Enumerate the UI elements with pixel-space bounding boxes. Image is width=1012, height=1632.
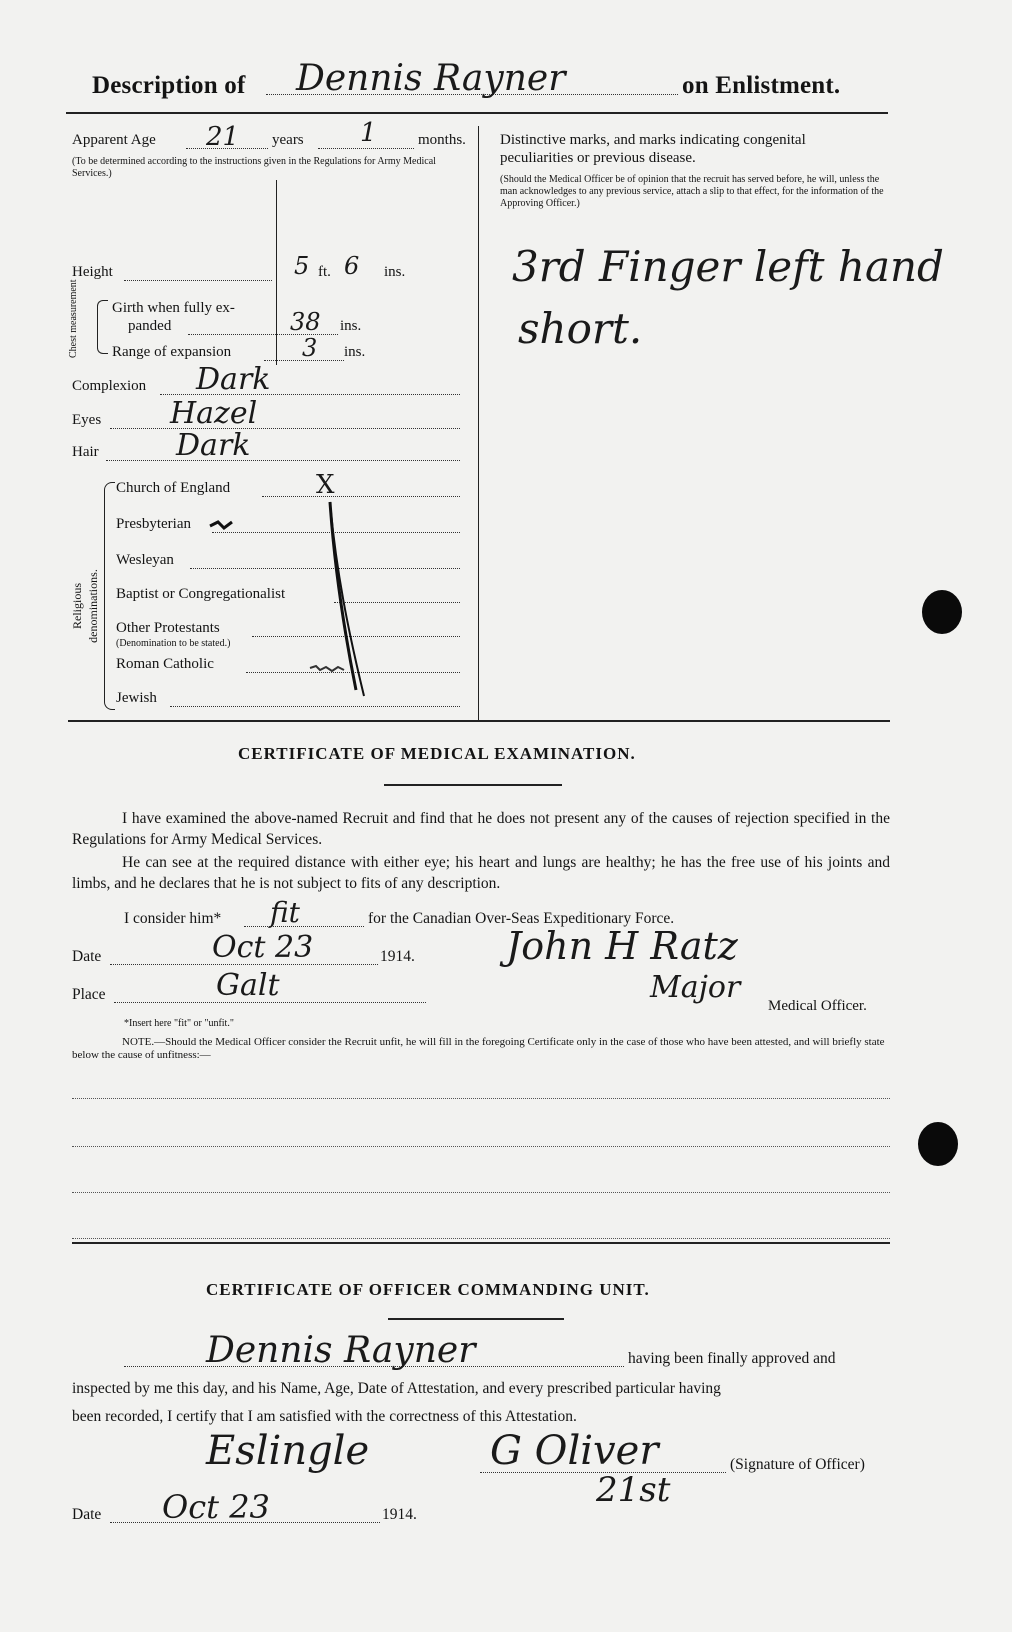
marks-heading-2: peculiarities or previous disease. xyxy=(500,150,696,166)
religion-item: Other Protestants xyxy=(116,620,220,636)
consider-prefix: I consider him* xyxy=(124,910,222,927)
religion-side-label-1: Religious xyxy=(70,583,84,630)
commanding-date-value: Oct 23 xyxy=(162,1488,270,1526)
unfitness-line xyxy=(72,1098,890,1099)
commanding-date-year: 1914. xyxy=(382,1506,417,1523)
commanding-text-1: having been finally approved and xyxy=(628,1350,836,1367)
range-label: Range of expansion xyxy=(112,344,232,360)
religion-item: Baptist or Congregationalist xyxy=(116,586,286,602)
eyes-value: Hazel xyxy=(170,396,258,431)
religion-side-label-2: denominations. xyxy=(86,569,100,643)
commanding-name-handwritten: Dennis Rayner xyxy=(206,1330,476,1371)
girth-label-1: Girth when fully ex- xyxy=(112,300,235,316)
height-label: Height xyxy=(72,264,113,280)
chest-brace xyxy=(97,300,108,354)
height-ins-value: 6 xyxy=(344,252,360,280)
religion-item: Jewish xyxy=(116,690,157,706)
section-rule xyxy=(68,720,890,722)
height-ins-label: ins. xyxy=(384,264,406,280)
commanding-signature-label: (Signature of Officer) xyxy=(730,1456,865,1473)
commanding-signature: G Oliver xyxy=(490,1428,659,1474)
header-rule xyxy=(66,112,888,114)
range-unit: ins. xyxy=(344,344,366,360)
punch-hole xyxy=(922,590,962,634)
consider-value: fit xyxy=(270,896,300,929)
age-note: (To be determined according to the instructions given in the Regulations for Army Medical Services.) xyxy=(72,156,436,179)
religion-item: Church of England xyxy=(116,480,231,496)
commanding-text-2: inspected by me this day, and his Name, Age, Date of Attestation, and every prescribed particular having xyxy=(72,1380,721,1397)
medical-officer-label: Medical Officer. xyxy=(768,998,867,1014)
religion-other-note: (Denomination to be stated.) xyxy=(116,638,231,649)
complexion-value: Dark xyxy=(196,362,271,397)
age-years-value: 21 xyxy=(206,122,240,152)
eyes-label: Eyes xyxy=(72,412,102,428)
marks-handwritten-2: short. xyxy=(518,304,643,353)
age-months-value: 1 xyxy=(360,118,377,148)
height-line xyxy=(124,280,272,281)
religion-strike-mark xyxy=(200,490,400,710)
eyes-line xyxy=(110,428,460,429)
religion-item: Presbyterian xyxy=(116,516,191,532)
commanding-heading-rule xyxy=(388,1318,564,1320)
medical-date-label: Date xyxy=(72,948,102,965)
chest-side-label: Chest measurement xyxy=(68,279,79,358)
header-name-handwritten: Dennis Rayner xyxy=(296,58,566,99)
girth-value: 38 xyxy=(290,308,321,336)
years-label: years xyxy=(272,132,304,148)
header-prefix: Description of xyxy=(92,72,246,99)
medical-note: NOTE.—Should the Medical Officer consider the Recruit unfit, he will fill in the foregoing Certificate only in the case of those who have been attested, and will briefly state below the cause of unfitness:— xyxy=(72,1036,885,1061)
unfitness-line xyxy=(72,1192,890,1193)
marks-note: (Should the Medical Officer be of opinion that the recruit has served before, he will, unless the man acknowledges to any previous service, attach a slip to that effect, for the information of the Approving Officer.) xyxy=(500,174,884,209)
unfitness-line xyxy=(72,1146,890,1147)
medical-heading: CERTIFICATE OF MEDICAL EXAMINATION. xyxy=(238,744,636,763)
commanding-date-label: Date xyxy=(72,1506,102,1523)
insert-note: *Insert here "fit" or "unfit." xyxy=(124,1018,234,1029)
hair-line xyxy=(106,460,460,461)
medical-signature: John H Ratz xyxy=(506,924,738,968)
age-months-line xyxy=(318,148,414,149)
medical-rank: Major xyxy=(650,970,741,1005)
complexion-label: Complexion xyxy=(72,378,147,394)
unfitness-line xyxy=(72,1238,890,1239)
hair-label: Hair xyxy=(72,444,99,460)
girth-label-2: panded xyxy=(128,318,172,334)
girth-unit: ins. xyxy=(340,318,362,334)
commanding-signature-line xyxy=(480,1472,726,1473)
hair-value: Dark xyxy=(176,428,251,463)
religion-item: Roman Catholic xyxy=(116,656,214,672)
commanding-text-3: been recorded, I certify that I am satisfied with the correctness of this Attestation. xyxy=(72,1408,577,1425)
consider-line xyxy=(244,926,364,927)
ft-label: ft. xyxy=(318,264,331,280)
medical-para-1: I have examined the above-named Recruit and find that he does not present any of the causes of rejection specified in the Regulations for Army Medical Services. xyxy=(72,810,890,848)
medical-place-value: Galt xyxy=(216,968,280,1003)
section-rule xyxy=(72,1242,890,1244)
medical-date-value: Oct 23 xyxy=(212,930,314,965)
values-divider xyxy=(276,180,277,365)
commanding-signature-sub: 21st xyxy=(596,1470,671,1510)
commanding-heading: CERTIFICATE OF OFFICER COMMANDING UNIT. xyxy=(206,1280,650,1299)
medical-heading-rule xyxy=(384,784,562,786)
height-ft-value: 5 xyxy=(294,252,310,280)
commanding-place-handwritten: Eslingle xyxy=(206,1428,370,1474)
medical-place-label: Place xyxy=(72,986,106,1003)
marks-heading-1: Distinctive marks, and marks indicating congenital xyxy=(500,132,806,148)
religion-mark: X xyxy=(316,470,335,500)
religion-brace xyxy=(104,482,115,710)
column-divider xyxy=(478,126,479,722)
marks-handwritten-1: 3rd Finger left hand xyxy=(512,242,944,291)
medical-date-year: 1914. xyxy=(380,948,415,965)
medical-para-2: He can see at the required distance with either eye; his heart and lungs are healthy; he has the free use of his joints and limbs, and he declares that he is not subject to fits of any description. xyxy=(72,854,890,892)
religion-item: Wesleyan xyxy=(116,552,174,568)
range-value: 3 xyxy=(302,334,318,362)
header-suffix: on Enlistment. xyxy=(682,72,841,99)
months-label: months. xyxy=(418,132,466,148)
consider-suffix: for the Canadian Over-Seas Expeditionary Force. xyxy=(368,910,675,927)
age-label: Apparent Age xyxy=(72,132,156,148)
punch-hole xyxy=(918,1122,958,1166)
